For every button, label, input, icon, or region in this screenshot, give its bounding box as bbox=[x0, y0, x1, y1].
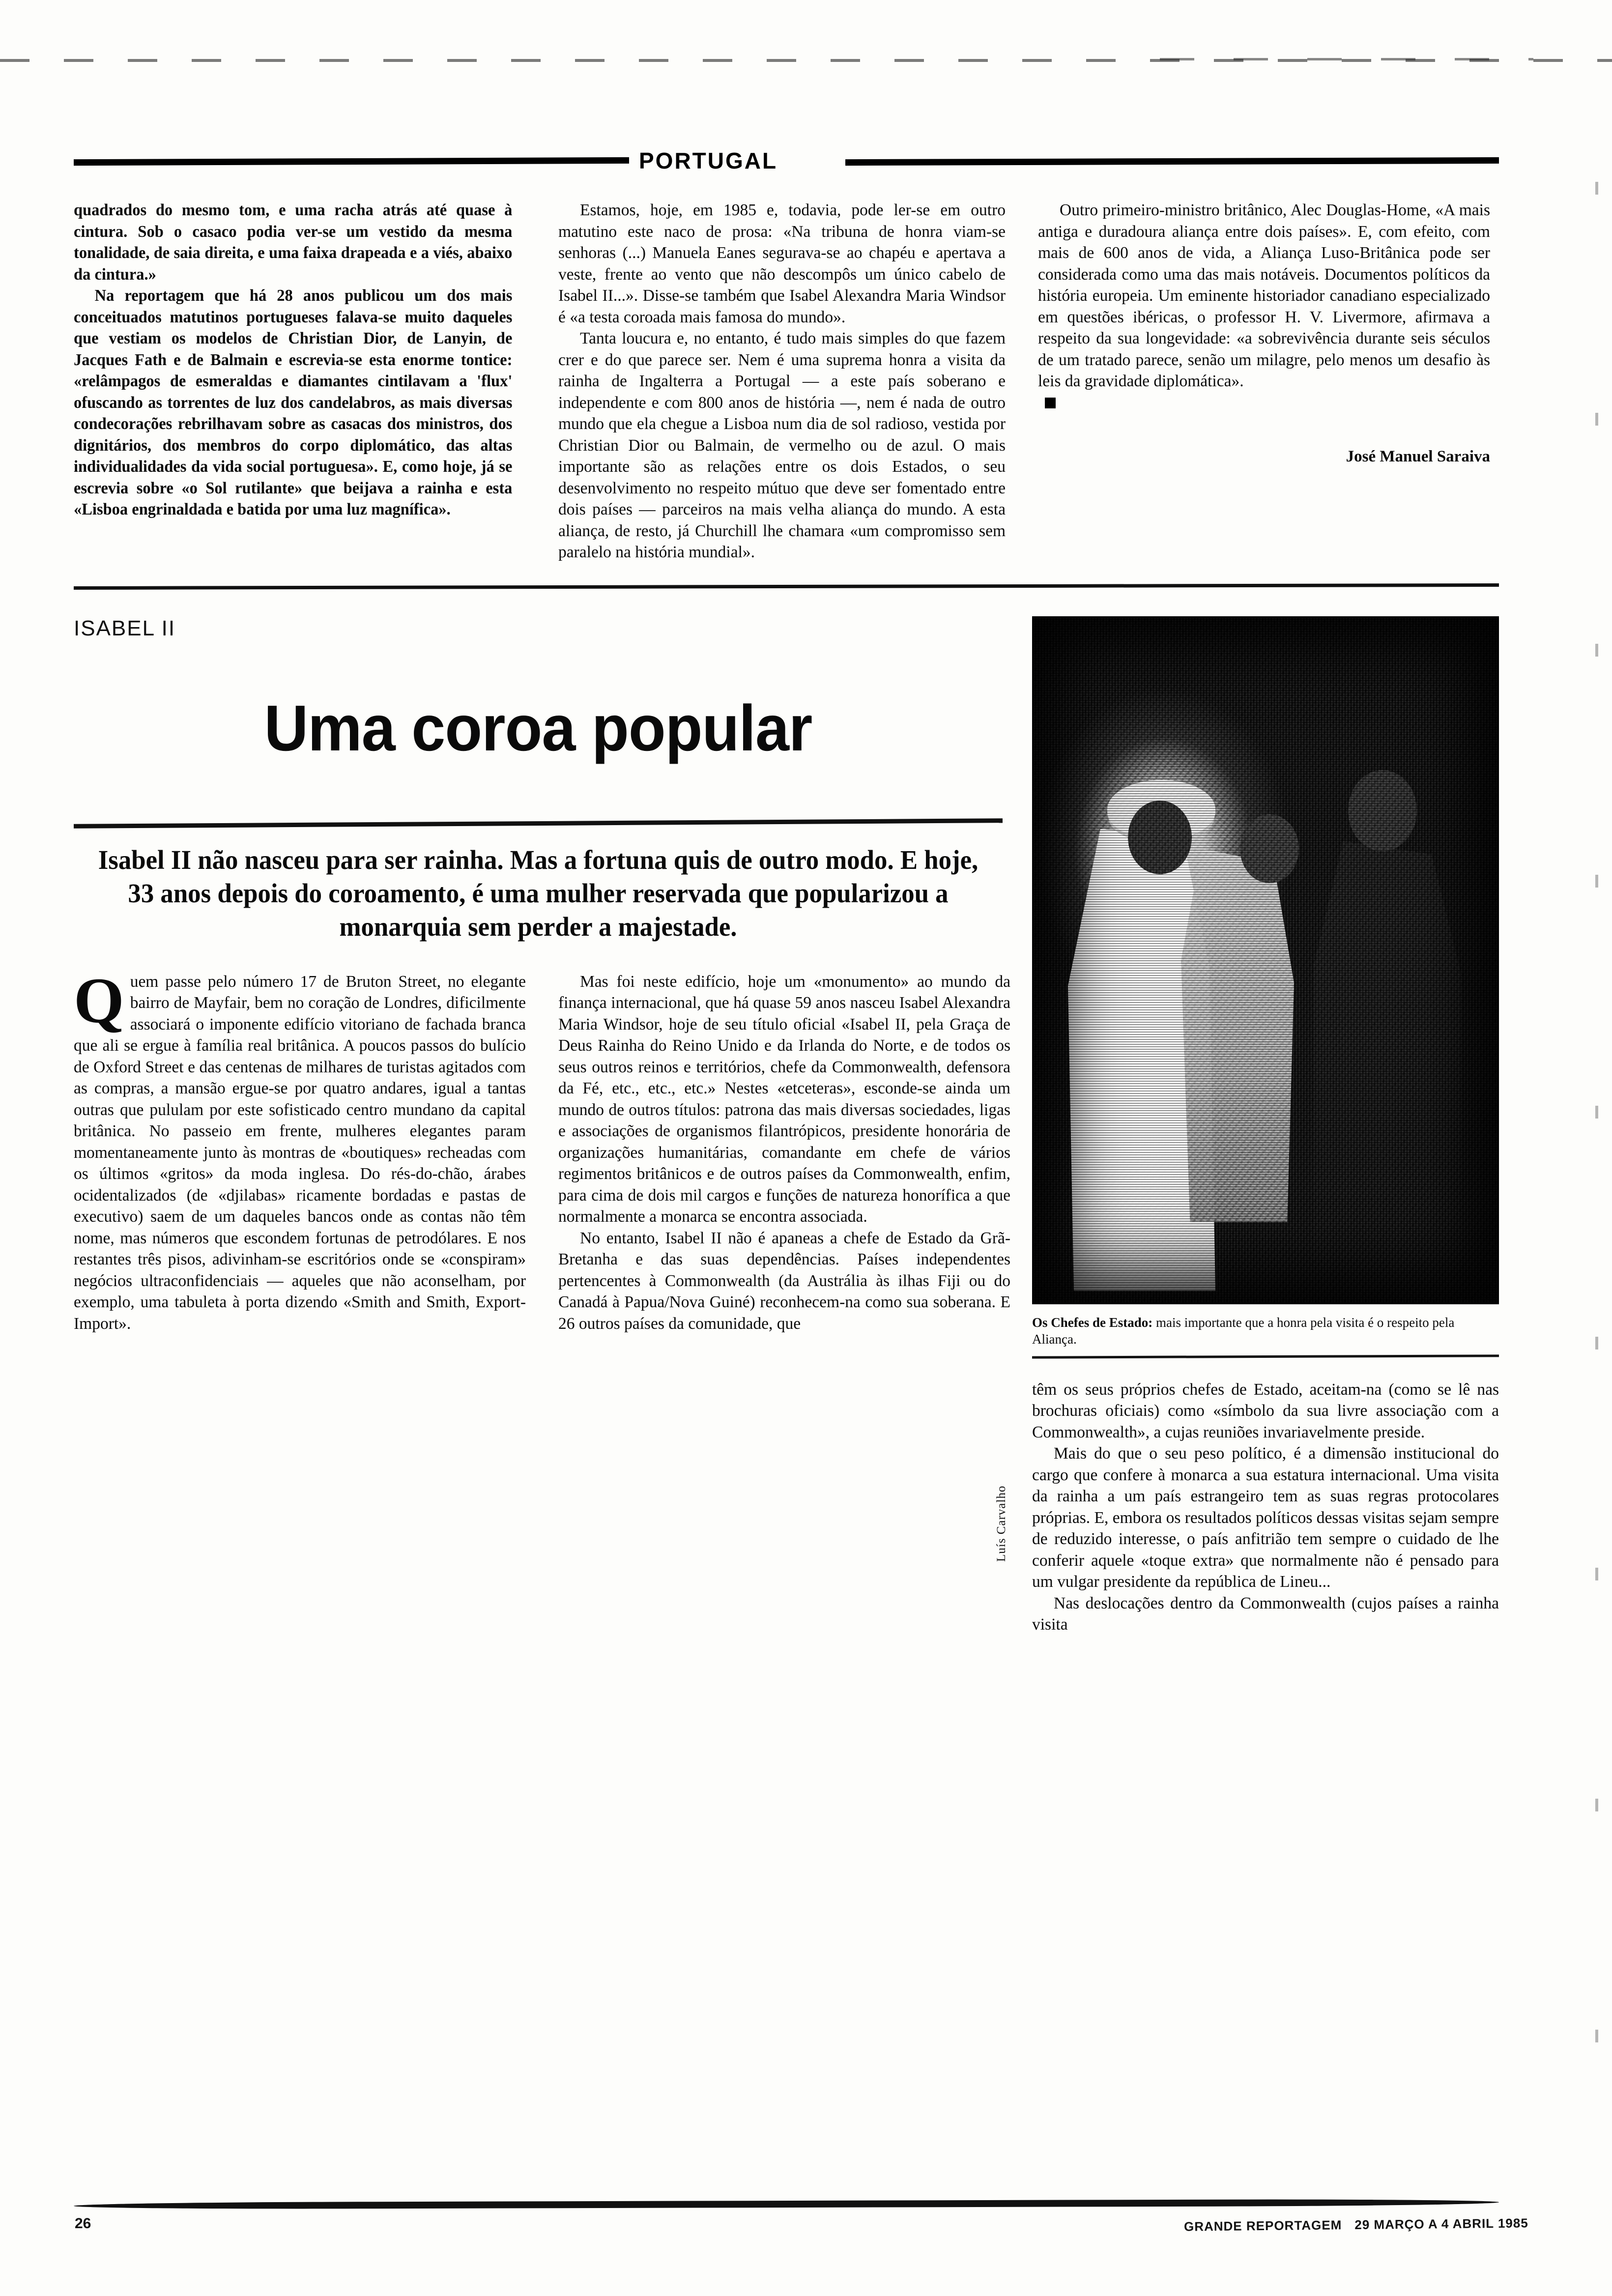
footer-magazine-name: GRANDE REPORTAGEM bbox=[1184, 2217, 1342, 2234]
feature-col3-paragraph-3: Nas deslocações dentro da Commonwealth (cujos países a rainha visita bbox=[1032, 1594, 1499, 1634]
feature-headline: Uma coroa popular bbox=[264, 691, 812, 764]
photo-caption-lead: Os Chefes de Estado: bbox=[1032, 1315, 1153, 1330]
feature-col3-paragraph-1: têm os seus próprios chefes de Estado, aceitam-na (como se lê nas brochuras oficiais) como «símbolo da sua livre associação com a Commonwealth», a cujas reuniões invariavelmente preside. bbox=[1032, 1380, 1499, 1441]
feature-article bbox=[74, 616, 1499, 1634]
footer-rule bbox=[74, 2201, 1499, 2209]
top-col1-paragraph-2: Na reportagem que há 28 anos publicou um dos mais conceituados matutinos portugueses falava-se muito daqueles que vestiam os modelos de Christian Dior, de Lanyin, de Jacques Fath e de Balmain e escrevia-se esta enorme tontice: «relâmpagos de esmeraldas e diamantes cintilavam a 'flux' ofuscando as torrentes de luz dos candelabros, as mais diversas condecorações rebrilhavam sobre as casacas dos ministros, dos dignitários, dos membros do corpo diplomático, das altas individualidades da vida social portuguesa». E, como hoje, já se escrevia sobre «o Sol rutilante» que beijava a rainha e esta «Lisboa engrinaldada e batida por uma luz magnífica». bbox=[74, 287, 513, 518]
feature-col2-paragraph-2: No entanto, Isabel II não é apaneas a chefe de Estado da Grã-Bretanha e das suas dependências. Países independentes pertencentes à Commonwealth (da Austrália às ilhas Fiji ou do Canadá à Papua/Nova Guiné) reconhecem-na como sua soberana. E 26 outros países da comunidade, que bbox=[558, 1229, 1010, 1333]
section-header bbox=[74, 147, 1499, 174]
feature-col1-text: uem passe pelo número 17 de Bruton Street, no elegante bairro de Mayfair, bem no coração de Londres, dificilmente associará o imponente edifício vitoriano de fachada branca que ali se ergue à família real britânica. A poucos passos do bulício de Oxford Street e das centenas de milhares de turistas agitados com as compras, a mansão ergue-se por quatro andares, igual a tantas outras que pululam por este sofisticado centro mundano da capital britânica. No passeio em frente, mulheres elegantes param momentaneamente junto às montras de «boutiques» recheadas com os últimos «gritos» da moda inglesa. Do rés-do-chão, árabes ocidentalizados (de «djilabas» ricamente bordadas e pastas de executivo) saem de um daqueles bancos onde as contas não têm nome, mas números que escondem fortunas de petrodólares. E nos restantes três pisos, adivinham-se escritórios onde se «conspiram» negócios ultraconfidenciais — aqueles que não aconselham, por exemplo, uma tabuleta à porta dizendo «Smith and Smith, Export-Import». bbox=[74, 972, 526, 1333]
section-rule-right bbox=[845, 157, 1499, 166]
top-col1-paragraph-1: quadrados do mesmo tom, e uma racha atrás até quase à cintura. Sob o casaco podia ver-se um vestido da mesma tonalidade, de saia direita, e uma faixa drapeada e a viés, abaixo da cintura.» bbox=[74, 201, 513, 284]
caption-divider-rule bbox=[1032, 1354, 1499, 1359]
top-article-column-2 bbox=[558, 200, 1006, 563]
top-article bbox=[74, 200, 1499, 563]
feature-standfirst: Isabel II não nasceu para ser rainha. Mas a fortuna quis de outro modo. E hoje, 33 anos depois do coroamento, é uma mulher reservada que popularizou a monarquia sem perder a majestade. bbox=[98, 844, 979, 942]
feature-kicker: ISABEL II bbox=[74, 616, 176, 640]
top-col2-paragraph-2: Tanta loucura e, no entanto, é tudo mais simples do que fazem crer e do que parece ser. Nem é uma suprema honra a visita da rainha de Ingalterra a Portugal — a este país soberano e independente e com 800 anos de história —, nem é nada de outro mundo que ela chegue a Lisboa num dia de sol radioso, vestida por Christian Dior ou Balmain, de vermelho ou de azul. O mais importante são as relações entre os dois Estados, o seu desenvolvimento no respeito mútuo que deve ser fomentado entre dois países — parceiros na mais velha aliança do mundo. A esta aliança, de resto, já Churchill lhe chamara «um compromisso sem paralelo na história mundial». bbox=[558, 329, 1006, 561]
top-col3-paragraph-1: Outro primeiro-ministro britânico, Alec Douglas-Home, «A mais antiga e duradoura aliança entre dois países». E, com efeito, com mais de 600 anos de vida, a Aliança Luso-Britânica pode ser considerada como uma das mais notáveis. Documentos políticos da história europeia. Um eminente historiador canadiano especializado em questões ibéricas, o professor H. V. Livermore, afirmava a respeito da sua longevidade: «a sobrevivência durante seis séculos de um tratado parece, senão um milagre, pelo menos um desafio às leis da gravidade diplomática». bbox=[1038, 201, 1490, 390]
photo-vignette bbox=[1034, 618, 1497, 1303]
feature-photograph bbox=[1032, 616, 1499, 1304]
top-col2-paragraph-1: Estamos, hoje, em 1985 e, todavia, pode ler-se em outro matutino este naco de prosa: «Na tribuna de honra viam-se senhoras (...) Manuela Eanes segurava-se ao chapéu e apertava a veste, frente ao vento que não descompôs um único cabelo de Isabel II...». Disse-se também que Isabel Alexandra Maria Windsor é «a testa coroada mais famosa do mundo». bbox=[558, 201, 1006, 326]
feature-column-3 bbox=[1032, 1379, 1499, 1636]
end-of-article-square-icon bbox=[1045, 398, 1056, 408]
drop-cap: Q bbox=[74, 964, 124, 1036]
top-article-column-1 bbox=[74, 200, 526, 520]
scan-artifact-right-margin bbox=[1595, 74, 1598, 2187]
feature-column-2 bbox=[558, 971, 1010, 1335]
photo-credit: Luís Carvalho bbox=[995, 1485, 1008, 1562]
feature-column-1 bbox=[74, 964, 526, 1335]
photo-caption-rest: mais importante que a honra pela visita é o respeito pela Aliança. bbox=[1032, 1315, 1455, 1347]
feature-col1-paragraph-1 bbox=[74, 964, 526, 1335]
scan-artifact-top-right bbox=[1160, 58, 1533, 60]
standfirst-divider-rule bbox=[74, 820, 1003, 827]
article-divider-rule bbox=[74, 583, 1499, 591]
feature-col2-paragraph-1: Mas foi neste edifício, hoje um «monumento» ao mundo da finança internacional, que há quase 59 anos nasceu Isabel Alexandra Maria Windsor, hoje de seu título oficial «Isabel II, pela Graça de Deus Rainha do Reino Unido e da Irlanda do Norte, e de todos os seus outros reinos e territórios, chefe da Commonwealth, defensora da Fé, etc., etc., etc.» Nestes «etceteras», esconde-se ainda um mundo de outros títulos: patrona das mais diversas sociedades, ligas e associações de organismos filantrópicos, presidente honorária de organizações humanitárias, comandante em chefe de vários regimentos britânicos e de outros países da Commonwealth, enfim, para cima de dois mil cargos e funções de natureza honorífica a que normalmente a monarca se encontra associada. bbox=[558, 972, 1010, 1226]
top-article-byline: José Manuel Saraiva bbox=[1346, 448, 1490, 465]
feature-col3-paragraph-2: Mais do que o seu peso político, é a dimensão institucional do cargo que confere à monarca a sua estatura internacional. Uma visita da rainha a um país estrangeiro tem as suas regras protocolares próprias. E, embora os resultados políticos dessas visitas sejam sempre de reduzido interesse, o país anfitrião tem sempre o cuidado de lhe conferir aquele «toque extra» que normalmente não é pensado para um vulgar presidente da república de Lineu... bbox=[1032, 1444, 1499, 1591]
page-content bbox=[74, 147, 1499, 1634]
footer-issue-date: 29 MARÇO A 4 ABRIL 1985 bbox=[1354, 2215, 1529, 2233]
section-rule-left bbox=[74, 157, 629, 166]
photo-caption bbox=[1032, 1314, 1499, 1348]
section-label: PORTUGAL bbox=[639, 148, 778, 173]
page-number: 26 bbox=[75, 2215, 91, 2232]
top-article-end-mark-line bbox=[1038, 392, 1490, 414]
top-article-column-3 bbox=[1038, 200, 1490, 482]
feature-photo-block bbox=[995, 616, 1499, 1636]
